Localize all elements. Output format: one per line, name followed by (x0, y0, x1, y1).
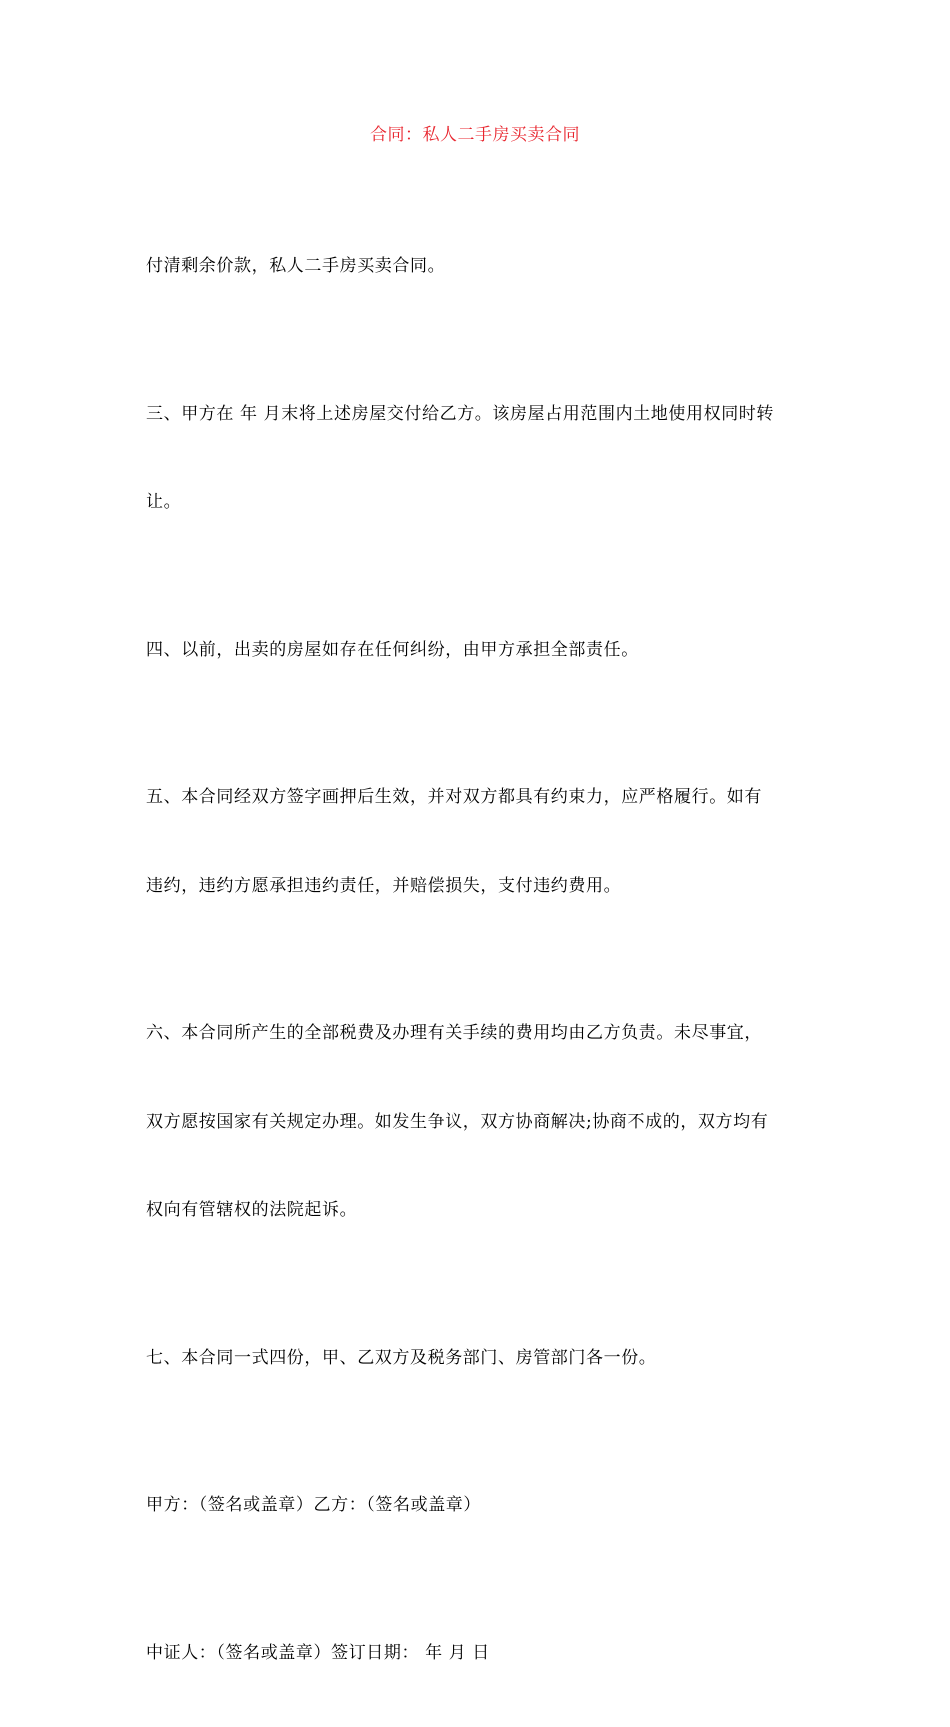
signature-line-parties (146, 1432, 818, 1580)
text-line: 权向有管辖权的法院起诉。 (146, 1196, 818, 1226)
paragraph-clause-7 (146, 1285, 818, 1433)
paragraph-clause-4 (146, 577, 818, 725)
text-line: 七、本合同一式四份，甲、乙双方及税务部门、房管部门各一份。 (146, 1344, 818, 1374)
text-line: 让。 (146, 488, 818, 518)
text-line: 付清剩余价款，私人二手房买卖合同。 (146, 252, 818, 282)
paragraph-clause-5 (146, 724, 818, 960)
text-line: 四、以前，出卖的房屋如存在任何纠纷，由甲方承担全部责任。 (146, 636, 818, 666)
signature-line-witness-date (146, 1580, 818, 1727)
paragraph-clause-6 (146, 960, 818, 1285)
text-line: 违约，违约方愿承担违约责任，并赔偿损失，支付违约费用。 (146, 872, 818, 902)
text-line: 中证人：（签名或盖章）签订日期： 年 月 日 (146, 1639, 818, 1669)
paragraph-payment (146, 193, 818, 341)
text-line: 六、本合同所产生的全部税费及办理有关手续的费用均由乙方负责。未尽事宜， (146, 1019, 818, 1049)
text-line: 双方愿按国家有关规定办理。如发生争议，双方协商解决;协商不成的，双方均有 (146, 1108, 818, 1138)
document-title: 合同：私人二手房买卖合同 (0, 123, 950, 147)
text-line: 甲方：（签名或盖章）乙方：（签名或盖章） (146, 1491, 818, 1521)
paragraph-clause-3 (146, 341, 818, 577)
document-body (146, 193, 818, 1727)
text-line: 三、甲方在 年 月末将上述房屋交付给乙方。该房屋占用范围内土地使用权同时转 (146, 400, 818, 430)
text-line: 五、本合同经双方签字画押后生效，并对双方都具有约束力，应严格履行。如有 (146, 783, 818, 813)
